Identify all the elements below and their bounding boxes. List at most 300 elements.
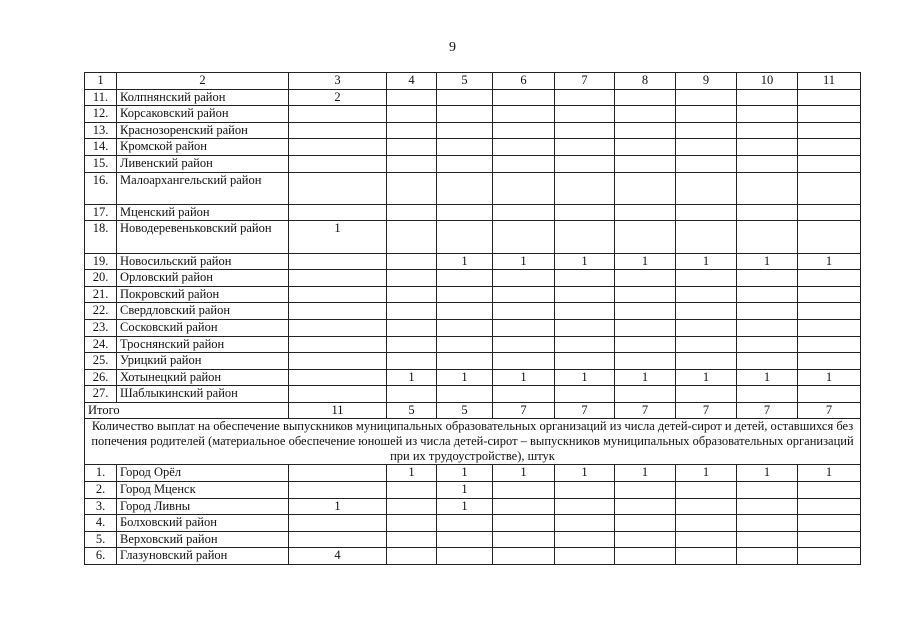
value-cell	[676, 336, 737, 353]
value-cell	[437, 353, 493, 370]
value-cell: 1	[493, 369, 555, 386]
value-cell	[676, 172, 737, 204]
row-number: 22.	[85, 303, 117, 320]
value-cell	[676, 515, 737, 532]
value-cell	[387, 336, 437, 353]
value-cell	[387, 548, 437, 565]
value-cell	[493, 531, 555, 548]
district-name: Город Ливны	[117, 498, 289, 515]
table-row	[85, 204, 861, 221]
page-number: 9	[449, 40, 456, 55]
value-cell	[437, 221, 493, 253]
value-cell	[387, 515, 437, 532]
value-cell	[798, 139, 861, 156]
district-name: Урицкий район	[117, 353, 289, 370]
value-cell	[387, 286, 437, 303]
value-cell	[798, 106, 861, 123]
value-cell	[387, 531, 437, 548]
district-name: Ливенский район	[117, 155, 289, 172]
value-cell	[437, 172, 493, 204]
value-cell	[615, 172, 676, 204]
column-number-cell: 1	[85, 73, 117, 90]
row-number: 2.	[85, 482, 117, 499]
row-number: 27.	[85, 386, 117, 403]
value-cell	[493, 221, 555, 253]
value-cell	[493, 122, 555, 139]
value-cell	[676, 286, 737, 303]
total-value-cell: 11	[289, 402, 387, 419]
value-cell	[289, 319, 387, 336]
value-cell	[615, 482, 676, 499]
value-cell	[289, 204, 387, 221]
value-cell: 1	[437, 498, 493, 515]
value-cell	[493, 303, 555, 320]
value-cell	[615, 515, 676, 532]
value-cell	[798, 89, 861, 106]
value-cell	[289, 369, 387, 386]
value-cell	[798, 204, 861, 221]
value-cell	[493, 286, 555, 303]
column-number-row	[85, 73, 861, 90]
table-row	[85, 139, 861, 156]
row-number: 20.	[85, 270, 117, 287]
value-cell: 1	[676, 465, 737, 482]
value-cell	[387, 204, 437, 221]
district-name: Краснозоренский район	[117, 122, 289, 139]
value-cell	[615, 336, 676, 353]
value-cell	[737, 122, 798, 139]
district-name: Глазуновский район	[117, 548, 289, 565]
section-row	[85, 419, 861, 465]
value-cell	[615, 548, 676, 565]
value-cell: 1	[437, 253, 493, 270]
value-cell	[437, 204, 493, 221]
value-cell: 1	[676, 253, 737, 270]
column-number-cell: 10	[737, 73, 798, 90]
value-cell	[737, 286, 798, 303]
value-cell	[555, 221, 615, 253]
column-number-cell: 2	[117, 73, 289, 90]
row-number: 15.	[85, 155, 117, 172]
total-value-cell: 7	[555, 402, 615, 419]
row-number: 6.	[85, 548, 117, 565]
value-cell	[387, 139, 437, 156]
value-cell	[555, 172, 615, 204]
value-cell	[387, 319, 437, 336]
value-cell	[493, 106, 555, 123]
value-cell	[493, 386, 555, 403]
value-cell	[289, 515, 387, 532]
value-cell	[289, 386, 387, 403]
value-cell: 1	[289, 221, 387, 253]
column-number-cell: 4	[387, 73, 437, 90]
table-row	[85, 253, 861, 270]
district-name: Колпнянский район	[117, 89, 289, 106]
row-number: 16.	[85, 172, 117, 204]
value-cell	[289, 482, 387, 499]
table-row	[85, 270, 861, 287]
value-cell	[555, 386, 615, 403]
row-number: 26.	[85, 369, 117, 386]
value-cell: 1	[798, 253, 861, 270]
column-number-cell: 11	[798, 73, 861, 90]
value-cell: 1	[737, 253, 798, 270]
value-cell	[387, 482, 437, 499]
district-name: Мценский район	[117, 204, 289, 221]
value-cell	[798, 221, 861, 253]
total-row	[85, 402, 861, 419]
value-cell	[289, 531, 387, 548]
value-cell	[737, 204, 798, 221]
table-row	[85, 303, 861, 320]
value-cell: 1	[737, 465, 798, 482]
row-number: 21.	[85, 286, 117, 303]
table-row	[85, 89, 861, 106]
value-cell	[798, 548, 861, 565]
value-cell	[615, 286, 676, 303]
value-cell	[676, 89, 737, 106]
value-cell	[676, 270, 737, 287]
value-cell	[437, 548, 493, 565]
table-row	[85, 482, 861, 499]
table-row	[85, 386, 861, 403]
value-cell	[737, 139, 798, 156]
row-number: 4.	[85, 515, 117, 532]
value-cell	[676, 155, 737, 172]
value-cell	[615, 303, 676, 320]
value-cell	[493, 515, 555, 532]
table-row	[85, 155, 861, 172]
value-cell	[676, 319, 737, 336]
value-cell	[289, 303, 387, 320]
value-cell	[437, 531, 493, 548]
district-name: Новосильский район	[117, 253, 289, 270]
value-cell	[437, 319, 493, 336]
value-cell	[289, 286, 387, 303]
value-cell	[555, 548, 615, 565]
value-cell	[737, 221, 798, 253]
value-cell	[615, 204, 676, 221]
value-cell	[615, 386, 676, 403]
table-row	[85, 172, 861, 204]
value-cell	[387, 221, 437, 253]
column-number-cell: 6	[493, 73, 555, 90]
total-value-cell: 7	[615, 402, 676, 419]
total-value-cell: 7	[676, 402, 737, 419]
row-number: 12.	[85, 106, 117, 123]
value-cell	[387, 172, 437, 204]
value-cell	[737, 498, 798, 515]
value-cell	[437, 155, 493, 172]
district-name: Кромской район	[117, 139, 289, 156]
table-row	[85, 353, 861, 370]
value-cell	[555, 319, 615, 336]
value-cell	[798, 482, 861, 499]
value-cell	[289, 106, 387, 123]
total-label: Итого	[85, 402, 289, 419]
value-cell	[676, 386, 737, 403]
value-cell	[493, 172, 555, 204]
row-number: 13.	[85, 122, 117, 139]
value-cell	[615, 531, 676, 548]
value-cell	[555, 270, 615, 287]
district-name: Сосковский район	[117, 319, 289, 336]
value-cell	[798, 270, 861, 287]
value-cell: 1	[493, 253, 555, 270]
table-row	[85, 336, 861, 353]
value-cell	[615, 270, 676, 287]
value-cell: 1	[289, 498, 387, 515]
table-row	[85, 498, 861, 515]
data-table	[84, 72, 861, 565]
value-cell: 1	[437, 482, 493, 499]
value-cell	[437, 386, 493, 403]
district-name: Верховский район	[117, 531, 289, 548]
value-cell	[493, 319, 555, 336]
value-cell	[493, 139, 555, 156]
table-row	[85, 106, 861, 123]
value-cell: 1	[737, 369, 798, 386]
value-cell	[737, 336, 798, 353]
column-number-cell: 3	[289, 73, 387, 90]
value-cell	[387, 155, 437, 172]
column-number-cell: 9	[676, 73, 737, 90]
table-row	[85, 465, 861, 482]
value-cell	[387, 270, 437, 287]
value-cell	[437, 122, 493, 139]
value-cell	[555, 498, 615, 515]
value-cell: 2	[289, 89, 387, 106]
value-cell	[493, 89, 555, 106]
district-name: Новодеревеньковский район	[117, 221, 289, 253]
row-number: 14.	[85, 139, 117, 156]
district-name: Хотынецкий район	[117, 369, 289, 386]
value-cell	[798, 531, 861, 548]
district-name: Шаблыкинский район	[117, 386, 289, 403]
row-number: 23.	[85, 319, 117, 336]
value-cell	[798, 498, 861, 515]
value-cell: 1	[387, 369, 437, 386]
value-cell	[289, 270, 387, 287]
value-cell: 1	[437, 465, 493, 482]
row-number: 11.	[85, 89, 117, 106]
district-name: Свердловский район	[117, 303, 289, 320]
value-cell	[737, 515, 798, 532]
value-cell	[615, 89, 676, 106]
value-cell	[798, 319, 861, 336]
district-name: Город Мценск	[117, 482, 289, 499]
row-number: 1.	[85, 465, 117, 482]
value-cell	[493, 155, 555, 172]
value-cell	[555, 155, 615, 172]
value-cell	[798, 515, 861, 532]
table-row	[85, 548, 861, 565]
value-cell	[493, 498, 555, 515]
value-cell	[676, 221, 737, 253]
value-cell	[676, 548, 737, 565]
total-value-cell: 5	[387, 402, 437, 419]
value-cell	[798, 122, 861, 139]
value-cell	[615, 353, 676, 370]
value-cell	[289, 139, 387, 156]
value-cell	[737, 303, 798, 320]
row-number: 25.	[85, 353, 117, 370]
value-cell	[676, 482, 737, 499]
value-cell	[615, 319, 676, 336]
district-name: Троснянский район	[117, 336, 289, 353]
row-number: 24.	[85, 336, 117, 353]
value-cell: 1	[615, 465, 676, 482]
total-value-cell: 7	[737, 402, 798, 419]
table-row	[85, 122, 861, 139]
value-cell	[555, 482, 615, 499]
district-name: Малоархангельский район	[117, 172, 289, 204]
value-cell	[437, 139, 493, 156]
value-cell	[437, 303, 493, 320]
value-cell	[437, 336, 493, 353]
value-cell	[555, 303, 615, 320]
value-cell	[493, 548, 555, 565]
value-cell	[387, 353, 437, 370]
value-cell	[676, 531, 737, 548]
column-number-cell: 7	[555, 73, 615, 90]
value-cell	[676, 204, 737, 221]
value-cell	[615, 155, 676, 172]
value-cell	[387, 89, 437, 106]
value-cell	[387, 498, 437, 515]
value-cell	[555, 286, 615, 303]
value-cell	[555, 204, 615, 221]
value-cell	[387, 106, 437, 123]
value-cell: 1	[615, 369, 676, 386]
value-cell: 1	[615, 253, 676, 270]
value-cell	[289, 122, 387, 139]
row-number: 5.	[85, 531, 117, 548]
value-cell	[289, 155, 387, 172]
value-cell: 1	[555, 253, 615, 270]
district-name: Корсаковский район	[117, 106, 289, 123]
district-name: Орловский район	[117, 270, 289, 287]
value-cell	[615, 139, 676, 156]
table-row	[85, 515, 861, 532]
value-cell	[387, 253, 437, 270]
value-cell	[555, 106, 615, 123]
value-cell	[798, 155, 861, 172]
value-cell	[555, 531, 615, 548]
value-cell: 1	[555, 369, 615, 386]
value-cell	[615, 498, 676, 515]
value-cell	[798, 353, 861, 370]
row-number: 19.	[85, 253, 117, 270]
value-cell	[555, 139, 615, 156]
value-cell	[437, 89, 493, 106]
value-cell	[737, 531, 798, 548]
value-cell: 1	[676, 369, 737, 386]
total-value-cell: 7	[798, 402, 861, 419]
value-cell: 1	[798, 465, 861, 482]
value-cell	[798, 336, 861, 353]
value-cell	[798, 172, 861, 204]
value-cell	[798, 286, 861, 303]
value-cell	[737, 270, 798, 287]
total-value-cell: 7	[493, 402, 555, 419]
value-cell	[555, 336, 615, 353]
value-cell	[737, 172, 798, 204]
value-cell	[555, 89, 615, 106]
district-name: Болховский район	[117, 515, 289, 532]
value-cell: 1	[387, 465, 437, 482]
value-cell	[437, 286, 493, 303]
value-cell	[493, 270, 555, 287]
value-cell	[493, 336, 555, 353]
value-cell	[737, 319, 798, 336]
value-cell: 1	[555, 465, 615, 482]
value-cell: 1	[493, 465, 555, 482]
value-cell	[387, 122, 437, 139]
value-cell	[387, 386, 437, 403]
value-cell	[676, 139, 737, 156]
table-row	[85, 286, 861, 303]
value-cell	[676, 303, 737, 320]
column-number-cell: 5	[437, 73, 493, 90]
value-cell	[737, 482, 798, 499]
value-cell	[737, 155, 798, 172]
section-title: Количество выплат на обеспечение выпускников муниципальных образовательных организаций из числа детей-сирот и детей, оставшихся без попечения родителей (материальное обеспечение юношей из числа детей-сирот – выпускников муниципальных образовательных организаций при их трудоустройстве), штук	[85, 419, 861, 465]
value-cell	[615, 122, 676, 139]
value-cell	[555, 353, 615, 370]
value-cell	[387, 303, 437, 320]
value-cell	[289, 172, 387, 204]
value-cell	[437, 106, 493, 123]
value-cell	[289, 253, 387, 270]
value-cell	[289, 465, 387, 482]
value-cell	[615, 106, 676, 123]
value-cell	[493, 353, 555, 370]
value-cell	[676, 353, 737, 370]
table-row	[85, 531, 861, 548]
value-cell: 1	[437, 369, 493, 386]
value-cell	[555, 122, 615, 139]
value-cell	[493, 482, 555, 499]
value-cell	[737, 89, 798, 106]
table-row	[85, 221, 861, 253]
table-row	[85, 319, 861, 336]
row-number: 17.	[85, 204, 117, 221]
row-number: 18.	[85, 221, 117, 253]
value-cell	[737, 386, 798, 403]
value-cell	[437, 270, 493, 287]
district-name: Покровский район	[117, 286, 289, 303]
value-cell: 4	[289, 548, 387, 565]
value-cell	[289, 353, 387, 370]
value-cell	[437, 515, 493, 532]
value-cell	[555, 515, 615, 532]
value-cell	[676, 122, 737, 139]
value-cell	[737, 353, 798, 370]
value-cell	[798, 386, 861, 403]
column-number-cell: 8	[615, 73, 676, 90]
value-cell	[493, 204, 555, 221]
value-cell	[676, 498, 737, 515]
value-cell	[676, 106, 737, 123]
district-name: Город Орёл	[117, 465, 289, 482]
total-value-cell: 5	[437, 402, 493, 419]
value-cell	[615, 221, 676, 253]
value-cell	[289, 336, 387, 353]
row-number: 3.	[85, 498, 117, 515]
value-cell	[798, 303, 861, 320]
value-cell	[737, 548, 798, 565]
